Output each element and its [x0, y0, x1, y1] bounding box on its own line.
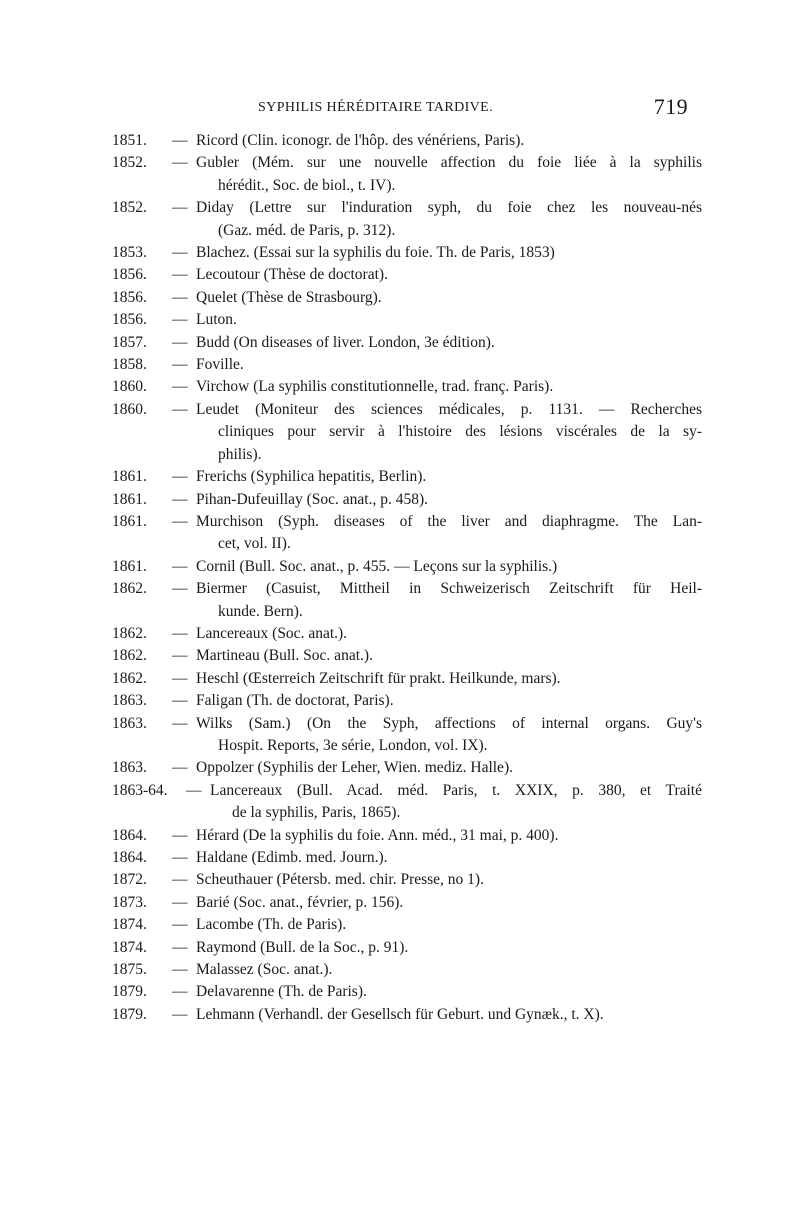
bibliography-entry — [112, 309, 702, 331]
entry-text: Lehmann (Verhandl. der Gesellsch für Geburt. und Gynæk., t. X). — [196, 1005, 604, 1023]
entry-text: Lecoutour (Thèse de doctorat). — [196, 266, 388, 284]
entry-dash: — — [172, 624, 188, 642]
entry-line — [172, 690, 702, 712]
bibliography-entry — [112, 869, 702, 891]
entry-body — [172, 556, 702, 578]
entry-line — [172, 309, 702, 331]
entry-dash: — — [172, 692, 188, 710]
bibliography-entry — [112, 623, 702, 645]
entry-dash: — — [172, 580, 188, 598]
entry-dash: — — [172, 714, 188, 732]
entry-text: Biermer (Casuist, Mittheil in Schweizerisch Zeitschrift für Heil- — [196, 580, 702, 598]
entry-line — [172, 152, 702, 174]
entry-text: Barié (Soc. anat., février, p. 156). — [196, 893, 404, 911]
entry-body — [172, 511, 702, 556]
entry-line — [172, 937, 702, 959]
entry-year: 1864. — [112, 826, 147, 844]
entry-line — [172, 892, 702, 914]
entry-line — [172, 287, 702, 309]
entry-text: Budd (On diseases of liver. London, 3e édition). — [196, 333, 495, 351]
entry-continuation: philis). — [218, 445, 262, 463]
entry-dash: — — [172, 938, 188, 956]
entry-line — [172, 623, 702, 645]
entry-dash: — — [172, 849, 188, 866]
entry-dash: — — [172, 669, 188, 687]
page-number: 719 — [653, 94, 688, 119]
bibliography-entry — [112, 556, 702, 578]
entry-dash: — — [172, 647, 188, 665]
entry-continuation: kunde. Bern). — [218, 602, 303, 620]
entry-text: Raymond (Bull. de la Soc., p. 91). — [196, 938, 409, 956]
entry-body — [172, 309, 702, 331]
entry-body — [172, 489, 702, 511]
bibliography-entry — [112, 825, 702, 847]
entry-year: 1857. — [112, 333, 147, 351]
entry-year: 1875. — [112, 961, 147, 979]
entry-text: Cornil (Bull. Soc. anat., p. 455. — Leçons sur la syphilis.) — [196, 557, 558, 575]
bibliography-entry — [112, 690, 702, 712]
entry-year: 1860. — [112, 400, 147, 418]
entry-line — [186, 780, 702, 802]
entry-dash: — — [172, 916, 188, 934]
entry-body — [172, 668, 702, 690]
bibliography-entry — [112, 242, 702, 264]
entry-body — [172, 197, 702, 242]
entry-body — [172, 713, 702, 758]
entry-text: Malassez (Soc. anat.). — [196, 961, 333, 979]
entry-text: Lancereaux (Bull. Acad. méd. Paris, t. XXIX, p. 380, et Traité — [210, 781, 702, 799]
bibliography-entry — [112, 757, 702, 779]
entry-text: Haldane (Edimb. med. Journ.). — [196, 849, 388, 866]
entry-year: 1862. — [112, 669, 147, 687]
entry-year: 1862. — [112, 580, 147, 598]
entry-dash: — — [172, 826, 188, 844]
entry-dash: — — [172, 132, 188, 149]
entry-continuation: cliniques pour servir à l'histoire des lésions viscérales de la sy- — [218, 423, 702, 441]
entry-line — [172, 376, 702, 398]
entry-line — [172, 757, 702, 779]
entry-year: 1856. — [112, 266, 147, 284]
entry-year: 1856. — [112, 288, 147, 306]
entry-body — [172, 690, 702, 712]
entry-line — [172, 825, 702, 847]
bibliography-entry — [112, 914, 702, 936]
entry-body — [172, 130, 702, 152]
entry-year: 1862. — [112, 624, 147, 642]
entry-body — [172, 981, 702, 1003]
entry-body — [172, 914, 702, 936]
entry-dash: — — [172, 199, 188, 217]
entry-text: Ricord (Clin. iconogr. de l'hôp. des vénériens, Paris). — [196, 132, 525, 149]
entry-year: 1874. — [112, 938, 147, 956]
bibliography-entry — [112, 152, 702, 197]
entry-line — [172, 489, 702, 511]
entry-body — [186, 780, 702, 825]
entry-year: 1874. — [112, 916, 147, 934]
entry-dash: — — [172, 266, 188, 284]
bibliography-entry — [112, 399, 702, 466]
bibliography-entry — [112, 264, 702, 286]
entry-text: Martineau (Bull. Soc. anat.). — [196, 647, 373, 665]
entry-year: 1873. — [112, 893, 147, 911]
entry-body — [172, 264, 702, 286]
bibliography-entry — [112, 489, 702, 511]
entry-text: Lacombe (Th. de Paris). — [196, 916, 347, 934]
entry-year: 1864. — [112, 849, 147, 866]
entry-body — [172, 892, 702, 914]
entry-dash: — — [172, 468, 188, 486]
entry-year: 1879. — [112, 983, 147, 1001]
entry-line — [172, 556, 702, 578]
entry-year: 1863. — [112, 692, 147, 710]
entry-line — [172, 511, 702, 533]
entry-year: 1861. — [112, 512, 147, 530]
entry-line — [172, 847, 702, 869]
bibliography-entry — [112, 668, 702, 690]
entry-body — [172, 376, 702, 398]
entry-body — [172, 937, 702, 959]
entry-year: 1851. — [112, 132, 147, 149]
bibliography-entry — [112, 130, 702, 152]
entry-text: Pihan-Dufeuillay (Soc. anat., p. 458). — [196, 490, 429, 508]
entry-year: 1879. — [112, 1005, 147, 1023]
entry-line — [172, 959, 702, 981]
entry-continuation: hérédit., Soc. de biol., t. IV). — [218, 176, 396, 194]
entry-text: Faligan (Th. de doctorat, Paris). — [196, 692, 394, 710]
bibliography-entry — [112, 466, 702, 488]
entry-dash: — — [172, 759, 188, 777]
entry-line — [172, 645, 702, 667]
bibliography-entry — [112, 197, 702, 242]
entry-dash: — — [172, 893, 188, 911]
entry-continuation: Hospit. Reports, 3e série, London, vol. IX). — [218, 736, 488, 754]
entry-year: 1861. — [112, 557, 147, 575]
entry-line — [172, 578, 702, 600]
entry-body — [172, 623, 702, 645]
entry-text: Lancereaux (Soc. anat.). — [196, 624, 348, 642]
entry-year: 1853. — [112, 244, 147, 262]
entry-line — [172, 869, 702, 891]
entry-text: Luton. — [196, 311, 237, 329]
entry-dash: — — [172, 557, 188, 575]
entry-line — [172, 264, 702, 286]
bibliography-entry — [112, 713, 702, 758]
bibliography-entry — [112, 847, 702, 869]
entry-body — [172, 287, 702, 309]
bibliography-entry — [112, 981, 702, 1003]
entry-line — [172, 914, 702, 936]
entry-body — [172, 645, 702, 667]
bibliography-entry — [112, 332, 702, 354]
entry-line — [172, 466, 702, 488]
entry-year: 1852. — [112, 199, 147, 217]
entry-year: 1860. — [112, 378, 147, 396]
entry-body — [172, 869, 702, 891]
entry-dash: — — [172, 961, 188, 979]
entry-continuation: de la syphilis, Paris, 1865). — [232, 804, 401, 822]
entry-continuation: (Gaz. méd. de Paris, p. 312). — [218, 221, 396, 239]
entry-text: Wilks (Sam.) (On the Syph, affections of internal organs. Guy's — [196, 714, 702, 732]
bibliography-entry — [112, 511, 702, 556]
entry-dash: — — [172, 400, 188, 418]
entry-body — [172, 399, 702, 466]
entry-text: Leudet (Moniteur des sciences médicales, p. 1131. — Recherches — [196, 400, 702, 418]
entry-year: 1862. — [112, 647, 147, 665]
bibliography-list — [112, 130, 702, 1026]
entry-line — [172, 981, 702, 1003]
entry-line — [172, 130, 702, 152]
entry-text: Quelet (Thèse de Strasbourg). — [196, 288, 382, 306]
entry-continuation: cet, vol. II). — [218, 535, 291, 553]
entry-dash: — — [172, 871, 188, 889]
entry-dash: — — [186, 781, 202, 799]
entry-dash: — — [172, 378, 188, 396]
entry-body — [172, 578, 702, 623]
bibliography-entry — [112, 892, 702, 914]
entry-dash: — — [172, 244, 188, 262]
entry-text: Gubler (Mém. sur une nouvelle affection du foie liée à la syphilis — [196, 154, 702, 172]
entry-line — [172, 1004, 702, 1026]
entry-body — [172, 1004, 702, 1026]
entry-line — [172, 399, 702, 421]
entry-year: 1858. — [112, 356, 147, 374]
entry-dash: — — [172, 333, 188, 351]
entry-line — [172, 713, 702, 735]
bibliography-entry — [112, 959, 702, 981]
entry-dash: — — [172, 154, 188, 172]
bibliography-entry — [112, 287, 702, 309]
entry-year: 1863. — [112, 759, 147, 777]
entry-dash: — — [172, 512, 188, 530]
bibliography-entry — [112, 354, 702, 376]
entry-text: Frerichs (Syphilica hepatitis, Berlin). — [196, 468, 427, 486]
entry-text: Foville. — [196, 356, 244, 374]
entry-dash: — — [172, 311, 188, 329]
bibliography-entry — [112, 578, 702, 623]
entry-body — [172, 847, 702, 869]
entry-text: Blachez. (Essai sur la syphilis du foie. Th. de Paris, 1853) — [196, 244, 555, 262]
entry-year: 1863-64. — [112, 781, 168, 799]
entry-body — [172, 959, 702, 981]
entry-body — [172, 332, 702, 354]
entry-text: Scheuthauer (Pétersb. med. chir. Presse, no 1). — [196, 871, 484, 889]
entry-body — [172, 354, 702, 376]
entry-dash: — — [172, 356, 188, 374]
entry-line — [172, 668, 702, 690]
entry-text: Hérard (De la syphilis du foie. Ann. méd., 31 mai, p. 400). — [196, 826, 559, 844]
entry-year: 1863. — [112, 714, 147, 732]
running-title: SYPHILIS HÉRÉDITAIRE TARDIVE. — [258, 100, 494, 115]
entry-text: Delavarenne (Th. de Paris). — [196, 983, 367, 1001]
entry-dash: — — [172, 983, 188, 1001]
entry-text: Murchison (Syph. diseases of the liver and diaphragme. The Lan- — [196, 512, 702, 530]
entry-body — [172, 825, 702, 847]
entry-year: 1872. — [112, 871, 147, 889]
entry-dash: — — [172, 490, 188, 508]
entry-body — [172, 152, 702, 197]
entry-year: 1861. — [112, 468, 147, 486]
bibliography-entry — [112, 645, 702, 667]
entry-line — [172, 354, 702, 376]
entry-text: Oppolzer (Syphilis der Leher, Wien. mediz. Halle). — [196, 759, 513, 777]
bibliography-entry — [112, 376, 702, 398]
entry-year: 1856. — [112, 311, 147, 329]
entry-dash: — — [172, 288, 188, 306]
bibliography-entry — [112, 1004, 702, 1026]
entry-dash: — — [172, 1005, 188, 1023]
entry-text: Virchow (La syphilis constitutionnelle, trad. franç. Paris). — [196, 378, 554, 396]
entry-line — [172, 197, 702, 219]
bibliography-entry — [112, 780, 702, 825]
entry-text: Diday (Lettre sur l'induration syph, du foie chez les nouveau-nés — [196, 199, 702, 217]
entry-year: 1852. — [112, 154, 147, 172]
entry-body — [172, 242, 702, 264]
bibliography-entry — [112, 937, 702, 959]
entry-year: 1861. — [112, 490, 147, 508]
entry-line — [172, 242, 702, 264]
entry-body — [172, 466, 702, 488]
entry-body — [172, 757, 702, 779]
entry-line — [172, 332, 702, 354]
entry-text: Heschl (Œsterreich Zeitschrift für prakt. Heilkunde, mars). — [196, 669, 561, 687]
